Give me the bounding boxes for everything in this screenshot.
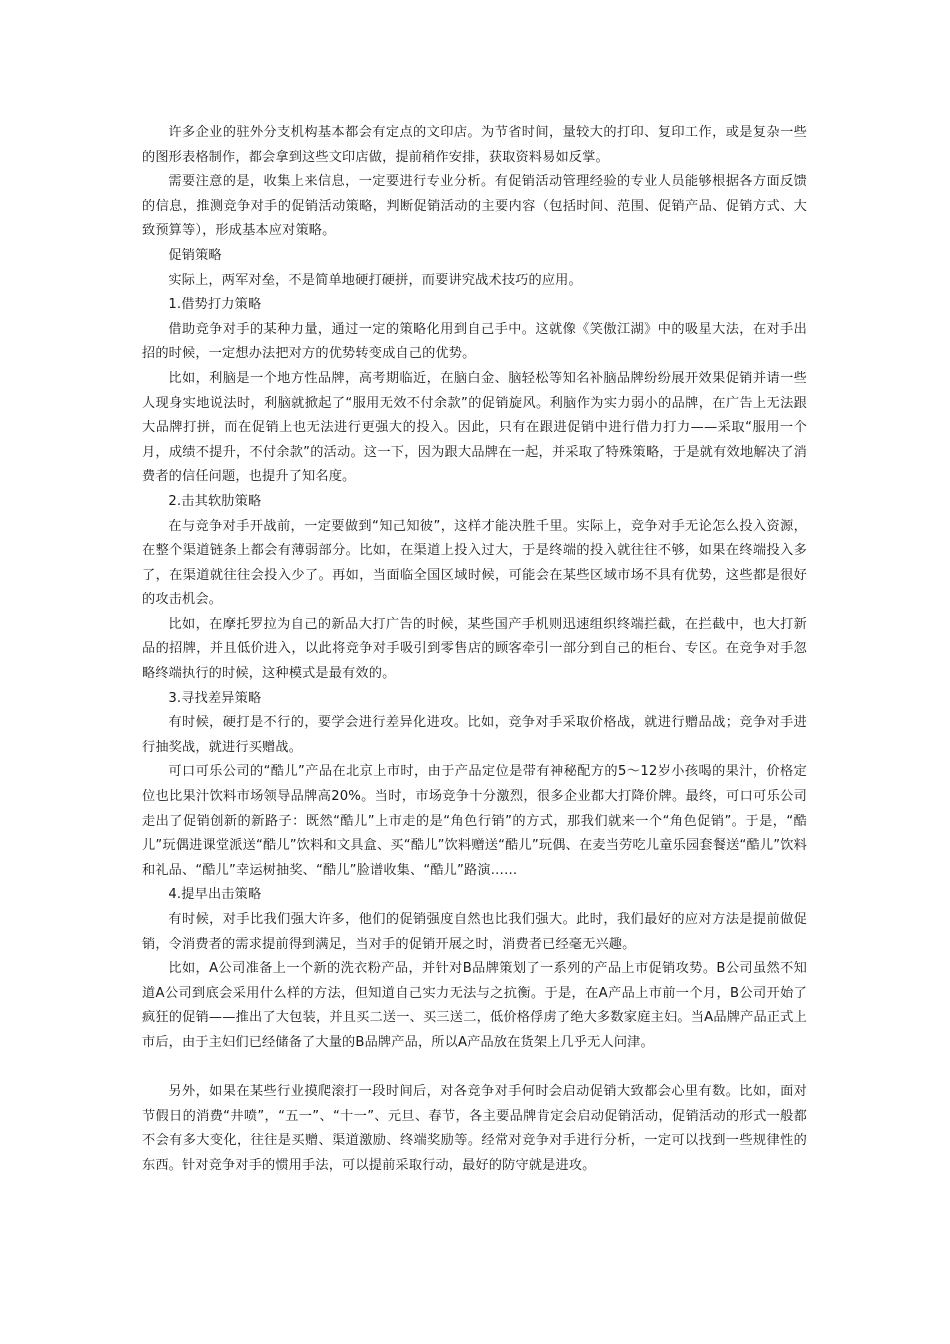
paragraph-print-shops: 许多企业的驻外分支机构基本都会有定点的文印店。为节省时间，量较大的打印、复印工作，或是复杂一些的图形表格制作，都会拿到这些文印店做，提前稍作安排，获取资料易如反掌。 xyxy=(142,125,807,165)
heading-strategy-2: 2.击其软肋策略 xyxy=(168,493,262,509)
paragraph-strategy-1-example: 比如，利脑是一个地方性品牌，高考期临近，在脑白金、脑轻松等知名补脑品牌纷纷展开效果促销并请一些人现身实地说法时，利脑就掀起了“服用无效不付余款”的促销旋风。利脑作为实力弱小的品牌，在广告上无法跟大品牌打拼，而在促销上也无法进行更强大的投入。因此，只有在跟进促销中进行借力打力——采取“服用一个月，成绩不提升，不付余款”的活动。这一下，因为跟大品牌在一起，并采取了特殊策略，于是就有效地解决了消费者的信任问题，也提升了知名度。 xyxy=(142,370,807,485)
paragraph-strategy-4-desc: 有时候，对手比我们强大许多，他们的促销强度自然也比我们强大。此时，我们最好的应对方法是提前做促销，令消费者的需求提前得到满足，当对手的促销开展之时，消费者已经毫无兴趣。 xyxy=(142,912,807,952)
paragraph-analysis: 需要注意的是，收集上来信息，一定要进行专业分析。有促销活动管理经验的专业人员能够根据各方面反馈的信息，推测竞争对手的促销活动策略，判断促销活动的主要内容（包括时间、范围、促销产品、促销方式、大致预算等），形成基本应对策略。 xyxy=(142,174,807,239)
section-heading-promotion-strategy: 促销策略 xyxy=(168,247,222,263)
heading-strategy-1: 1.借势打力策略 xyxy=(168,297,262,313)
paragraph-strategy-2-example: 比如，在摩托罗拉为自己的新品大打广告的时候，某些国产手机则迅速组织终端拦截，在拦截中，也大打新品的招牌，并且低价进入，以此将竞争对手吸引到零售店的顾客牵引一部分到自己的柜台、专区。在竞争对手忽略终端执行的时候，这种模式是最有效的。 xyxy=(142,616,807,682)
paragraph-conclusion: 另外，如果在某些行业摸爬滚打一段时间后，对各竞争对手何时会启动促销大致都会心里有数。比如，面对节假日的消费“井喷”，“五一”、“十一”、元旦、春节，各主要品牌肯定会启动促销活动，促销活动的形式一般都不会有多大变化，往往是买赠、渠道激励、终端奖励等。经常对竞争对手进行分析，一定可以找到一些规律性的东西。针对竞争对手的惯用手法，可以提前采取行动，最好的防守就是进攻。 xyxy=(142,1084,807,1173)
paragraph-strategy-1-desc: 借助竞争对手的某种力量，通过一定的策略化用到自己手中。这就像《笑傲江湖》中的吸星大法，在对手出招的时候，一定想办法把对方的优势转变成自己的优势。 xyxy=(142,321,807,362)
paragraph-strategy-3-desc: 有时候，硬打是不行的，要学会进行差异化进攻。比如，竞争对手采取价格战，就进行赠品战；竞争对手进行抽奖战，就进行买赠战。 xyxy=(142,715,807,755)
blank-line xyxy=(142,1056,807,1081)
heading-strategy-3: 3.寻找差异策略 xyxy=(168,690,262,706)
paragraph-strategy-2-desc: 在与竞争对手开战前，一定要做到“知己知彼”，这样才能决胜千里。实际上，竞争对手无论怎么投入资源，在整个渠道链条上都会有薄弱部分。比如，在渠道上投入过大，于是终端的投入就往往不够，如果在终端投入多了，在渠道就往往会投入少了。再如，当面临全国区域时候，可能会在某些区域市场不具有优势，这些都是很好的攻击机会。 xyxy=(142,518,807,608)
paragraph-intro: 实际上，两军对垒，不是简单地硬打硬拼，而要讲究战术技巧的应用。 xyxy=(168,272,582,288)
heading-strategy-4: 4.提早出击策略 xyxy=(168,887,262,903)
paragraph-strategy-4-example: 比如，A公司准备上一个新的洗衣粉产品，并针对B品牌策划了一系列的产品上市促销攻势。B公司虽然不知道A公司到底会采用什么样的方法，但知道自己实力无法与之抗衡。于是，在A产品上市前一个月，B公司开始了疯狂的促销——推出了大包装，并且买二送一、买三送二，低价格俘虏了绝大多数家庭主妇。当A品牌产品正式上市后，由于主妇们已经储备了大量的B品牌产品，所以A产品放在货架上几乎无人问津。 xyxy=(142,961,807,1050)
document-body xyxy=(142,121,807,1179)
paragraph-strategy-3-example: 可口可乐公司的“酷儿”产品在北京上市时，由于产品定位是带有神秘配方的5～12岁小孩喝的果汁，价格定位也比果汁饮料市场领导品牌高20%。当时，市场竞争十分激烈，很多企业都大打降价牌。最终，可口可乐公司走出了促销创新的新路子：既然“酷儿”上市走的是“角色行销”的方式，那我们就来一个“角色促销”。于是，“酷儿”玩偶进课堂派送“酷儿”饮料和文具盒、买“酷儿”饮料赠送“酷儿”玩偶、在麦当劳吃儿童乐园套餐送“酷儿”饮料和礼品、“酷儿”幸运树抽奖、“酷儿”脸谱收集、“酷儿”路演…… xyxy=(142,764,807,878)
